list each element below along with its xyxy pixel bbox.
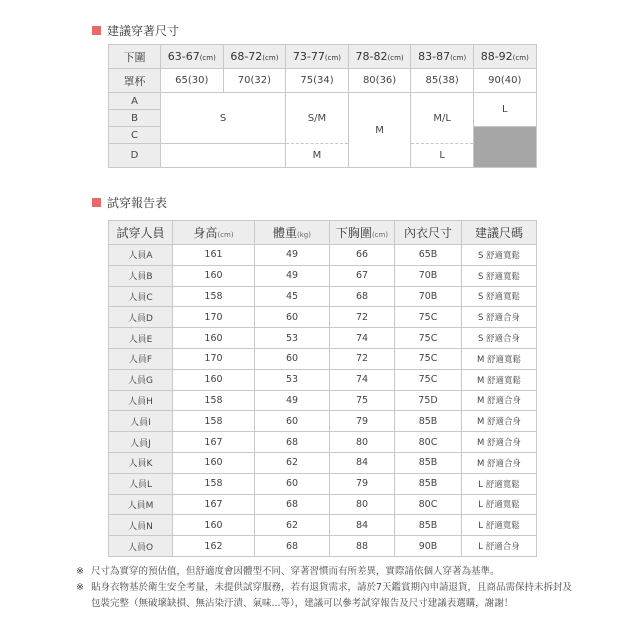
band-cell: 75(34) bbox=[286, 69, 349, 93]
cup-label: C bbox=[109, 127, 161, 144]
recommended-size-cell: L 舒適寬鬆 bbox=[462, 515, 537, 536]
weight-cell: 68 bbox=[255, 494, 330, 515]
weight-cell: 49 bbox=[255, 245, 330, 266]
tester-name: 人員C bbox=[109, 286, 173, 307]
table-row bbox=[109, 245, 537, 266]
underbust-cell: 80 bbox=[330, 494, 395, 515]
cup-label: B bbox=[109, 110, 161, 127]
size-section-title bbox=[92, 22, 179, 38]
weight-cell: 60 bbox=[255, 307, 330, 328]
height-cell: 170 bbox=[173, 307, 255, 328]
height-cell: 160 bbox=[173, 328, 255, 349]
table-row bbox=[109, 328, 537, 349]
tester-name: 人員E bbox=[109, 328, 173, 349]
band-cell: 90(40) bbox=[473, 69, 536, 93]
cup-row-d bbox=[109, 144, 537, 168]
recommended-size-cell: M 舒適寬鬆 bbox=[462, 369, 537, 390]
tester-name: 人員O bbox=[109, 536, 173, 557]
tester-name: 人員N bbox=[109, 515, 173, 536]
size-table bbox=[108, 44, 537, 168]
band-cell: 85(38) bbox=[411, 69, 474, 93]
height-cell: 167 bbox=[173, 432, 255, 453]
notes bbox=[76, 564, 576, 612]
band-cell: 80(36) bbox=[348, 69, 411, 93]
cup-label: D bbox=[109, 144, 161, 168]
table-row bbox=[109, 515, 537, 536]
height-cell: 161 bbox=[173, 245, 255, 266]
bra-size-cell: 75C bbox=[395, 328, 462, 349]
note-text: 貼身衣物基於衛生安全考量，未提供試穿服務，若有退貨需求，請於7天鑑賞期內申請退貨，且商品需保持未拆封及包裝完整（無破壞缺損、無沾染汙漬、氣味...等），建議可以參考試穿報告及尺寸建議表選購，謝謝！ bbox=[91, 582, 573, 609]
bra-size-cell: 70B bbox=[395, 286, 462, 307]
table-row bbox=[109, 411, 537, 432]
table-row bbox=[109, 473, 537, 494]
size-table-band-row bbox=[109, 69, 537, 93]
recommended-size-cell: M 舒適寬鬆 bbox=[462, 348, 537, 369]
cup-label: A bbox=[109, 93, 161, 110]
height-cell: 158 bbox=[173, 286, 255, 307]
size-cell-empty bbox=[161, 144, 286, 168]
underbust-cell: 84 bbox=[330, 452, 395, 473]
size-cell-m-d: M bbox=[286, 144, 349, 168]
height-cell: 160 bbox=[173, 452, 255, 473]
size-cell-m: M bbox=[348, 93, 411, 168]
bra-size-cell: 85B bbox=[395, 411, 462, 432]
weight-cell: 60 bbox=[255, 473, 330, 494]
range-cell: 88-92(cm) bbox=[473, 45, 536, 69]
underbust-cell: 79 bbox=[330, 473, 395, 494]
range-cell: 78-82(cm) bbox=[348, 45, 411, 69]
report-table bbox=[108, 220, 537, 557]
tester-name: 人員A bbox=[109, 245, 173, 266]
bra-size-cell: 85B bbox=[395, 515, 462, 536]
underbust-cell: 74 bbox=[330, 369, 395, 390]
band-cell: 70(32) bbox=[223, 69, 286, 93]
tester-name: 人員I bbox=[109, 411, 173, 432]
underbust-label: 下圍 bbox=[109, 45, 161, 69]
weight-cell: 68 bbox=[255, 432, 330, 453]
height-cell: 158 bbox=[173, 411, 255, 432]
header-underbust: 下胸圍(cm) bbox=[330, 221, 395, 245]
recommended-size-cell: L 舒適寬鬆 bbox=[462, 473, 537, 494]
header-recommended-size: 建議尺碼 bbox=[462, 221, 537, 245]
tester-name: 人員L bbox=[109, 473, 173, 494]
tester-name: 人員J bbox=[109, 432, 173, 453]
recommended-size-cell: M 舒適合身 bbox=[462, 432, 537, 453]
recommended-size-cell: L 舒適合身 bbox=[462, 536, 537, 557]
size-cell-sm: S/M bbox=[286, 93, 349, 144]
recommended-size-cell: M 舒適合身 bbox=[462, 411, 537, 432]
weight-cell: 60 bbox=[255, 411, 330, 432]
table-row bbox=[109, 286, 537, 307]
height-cell: 162 bbox=[173, 536, 255, 557]
note-mark: ※ bbox=[76, 566, 84, 577]
height-cell: 160 bbox=[173, 265, 255, 286]
size-section-title-text: 建議穿著尺寸 bbox=[107, 23, 180, 38]
note-text: 尺寸為實穿的預估值，但舒適度會因體型不同、穿著習慣而有所差異，實際請依個人穿著為基準。 bbox=[91, 566, 500, 577]
size-cell-l: L bbox=[473, 93, 536, 127]
range-cell: 83-87(cm) bbox=[411, 45, 474, 69]
tester-name: 人員G bbox=[109, 369, 173, 390]
recommended-size-cell: M 舒適合身 bbox=[462, 452, 537, 473]
note-mark: ※ bbox=[76, 582, 84, 593]
bra-size-cell: 90B bbox=[395, 536, 462, 557]
recommended-size-cell: S 舒適合身 bbox=[462, 328, 537, 349]
tester-name: 人員K bbox=[109, 452, 173, 473]
tester-name: 人員H bbox=[109, 390, 173, 411]
tester-name: 人員M bbox=[109, 494, 173, 515]
header-bra-size: 內衣尺寸 bbox=[395, 221, 462, 245]
height-cell: 160 bbox=[173, 515, 255, 536]
bra-size-cell: 80C bbox=[395, 432, 462, 453]
header-person: 試穿人員 bbox=[109, 221, 173, 245]
underbust-cell: 75 bbox=[330, 390, 395, 411]
underbust-cell: 79 bbox=[330, 411, 395, 432]
height-cell: 167 bbox=[173, 494, 255, 515]
underbust-cell: 68 bbox=[330, 286, 395, 307]
section-marker-icon bbox=[92, 198, 101, 207]
tester-name: 人員F bbox=[109, 348, 173, 369]
height-cell: 160 bbox=[173, 369, 255, 390]
table-row bbox=[109, 494, 537, 515]
underbust-cell: 88 bbox=[330, 536, 395, 557]
underbust-cell: 80 bbox=[330, 432, 395, 453]
weight-cell: 53 bbox=[255, 369, 330, 390]
header-weight: 體重(kg) bbox=[255, 221, 330, 245]
report-header-row bbox=[109, 221, 537, 245]
recommended-size-cell: S 舒適寬鬆 bbox=[462, 286, 537, 307]
table-row bbox=[109, 369, 537, 390]
underbust-cell: 84 bbox=[330, 515, 395, 536]
bra-size-cell: 85B bbox=[395, 452, 462, 473]
cup-header-label: 罩杯 bbox=[109, 69, 161, 93]
bra-size-cell: 75C bbox=[395, 307, 462, 328]
recommended-size-cell: L 舒適寬鬆 bbox=[462, 494, 537, 515]
bra-size-cell: 70B bbox=[395, 265, 462, 286]
report-section-title-text: 試穿報告表 bbox=[107, 195, 168, 210]
height-cell: 158 bbox=[173, 390, 255, 411]
header-height: 身高(cm) bbox=[173, 221, 255, 245]
bra-size-cell: 80C bbox=[395, 494, 462, 515]
range-cell: 68-72(cm) bbox=[223, 45, 286, 69]
weight-cell: 53 bbox=[255, 328, 330, 349]
size-cell-l-d: L bbox=[411, 144, 474, 168]
bra-size-cell: 65B bbox=[395, 245, 462, 266]
weight-cell: 60 bbox=[255, 348, 330, 369]
size-cell-unavailable bbox=[473, 127, 536, 168]
bra-size-cell: 75D bbox=[395, 390, 462, 411]
size-table-range-row bbox=[109, 45, 537, 69]
weight-cell: 68 bbox=[255, 536, 330, 557]
table-row bbox=[109, 432, 537, 453]
report-body bbox=[109, 245, 537, 557]
size-cell-ml: M/L bbox=[411, 93, 474, 144]
table-row bbox=[109, 390, 537, 411]
weight-cell: 49 bbox=[255, 265, 330, 286]
tester-name: 人員B bbox=[109, 265, 173, 286]
cup-row-a bbox=[109, 93, 537, 110]
height-cell: 170 bbox=[173, 348, 255, 369]
table-row bbox=[109, 452, 537, 473]
underbust-cell: 72 bbox=[330, 348, 395, 369]
recommended-size-cell: S 舒適合身 bbox=[462, 307, 537, 328]
weight-cell: 62 bbox=[255, 452, 330, 473]
range-cell: 73-77(cm) bbox=[286, 45, 349, 69]
weight-cell: 49 bbox=[255, 390, 330, 411]
tester-name: 人員D bbox=[109, 307, 173, 328]
note-line bbox=[76, 564, 576, 580]
table-row bbox=[109, 348, 537, 369]
table-row bbox=[109, 265, 537, 286]
underbust-cell: 72 bbox=[330, 307, 395, 328]
recommended-size-cell: M 舒適合身 bbox=[462, 390, 537, 411]
table-row bbox=[109, 307, 537, 328]
band-cell: 65(30) bbox=[161, 69, 224, 93]
bra-size-cell: 75C bbox=[395, 348, 462, 369]
range-cell: 63-67(cm) bbox=[161, 45, 224, 69]
underbust-cell: 67 bbox=[330, 265, 395, 286]
height-cell: 158 bbox=[173, 473, 255, 494]
underbust-cell: 74 bbox=[330, 328, 395, 349]
underbust-cell: 66 bbox=[330, 245, 395, 266]
weight-cell: 62 bbox=[255, 515, 330, 536]
report-section-title bbox=[92, 194, 167, 210]
table-row bbox=[109, 536, 537, 557]
size-cell-s: S bbox=[161, 93, 286, 144]
weight-cell: 45 bbox=[255, 286, 330, 307]
recommended-size-cell: S 舒適寬鬆 bbox=[462, 265, 537, 286]
section-marker-icon bbox=[92, 26, 101, 35]
bra-size-cell: 75C bbox=[395, 369, 462, 390]
recommended-size-cell: S 舒適寬鬆 bbox=[462, 245, 537, 266]
bra-size-cell: 85B bbox=[395, 473, 462, 494]
note-line bbox=[76, 580, 576, 612]
